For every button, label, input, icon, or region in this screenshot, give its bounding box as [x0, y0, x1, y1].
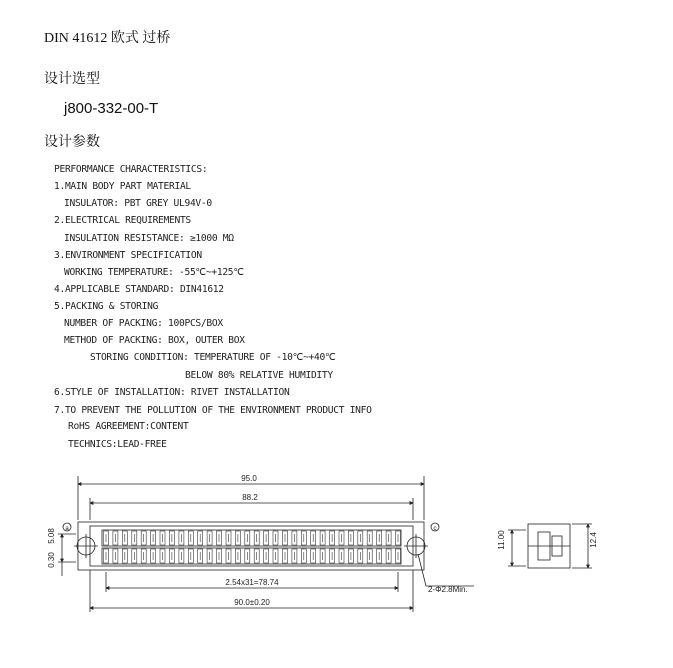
spec-line: 4.APPLICABLE STANDARD: DIN41612	[54, 284, 224, 295]
dim-pitch-label: 2.54x31=78.74	[225, 578, 279, 587]
spec-line: PERFORMANCE CHARACTERISTICS:	[54, 164, 208, 175]
part-number: j800-332-00-T	[64, 100, 159, 117]
dim-side-b-label: 12.4	[589, 532, 598, 548]
dim-height-b-label: 0.30	[47, 552, 56, 568]
dim-hole-label: 2-Φ2.8Min.	[428, 585, 468, 594]
spec-line: WORKING TEMPERATURE: -55℃~+125℃	[64, 267, 244, 278]
spec-line: 5.PACKING & STORING	[54, 301, 159, 312]
dim-height-a-label: 5.08	[47, 528, 56, 544]
spec-line: 6.STYLE OF INSTALLATION: RIVET INSTALLATION	[54, 387, 290, 398]
spec-line: METHOD OF PACKING: BOX, OUTER BOX	[64, 335, 245, 346]
spec-line: RoHS AGREEMENT:CONTENT	[68, 421, 189, 432]
dim-inner-label: 88.2	[242, 493, 258, 502]
spec-line: STORING CONDITION: TEMPERATURE OF -10℃~+40℃	[90, 352, 336, 363]
spec-line: BELOW 80% RELATIVE HUMIDITY	[185, 370, 333, 381]
spec-line: TECHNICS:LEAD-FREE	[68, 439, 167, 450]
spec-line: 1.MAIN BODY PART MATERIAL	[54, 181, 191, 192]
row-label-c: c	[433, 526, 437, 532]
pin-array	[104, 531, 401, 563]
spec-line: 7.TO PREVENT THE POLLUTION OF THE ENVIRONMENT PRODUCT INFO	[54, 405, 372, 416]
spec-line: INSULATION RESISTANCE: ≥1000 MΩ	[64, 233, 234, 244]
page-title: DIN 41612 欧式 过桥	[44, 31, 171, 46]
spec-line: 2.ELECTRICAL REQUIREMENTS	[54, 215, 191, 226]
spec-line: NUMBER OF PACKING: 100PCS/BOX	[64, 318, 223, 329]
dim-overall-label: 95.0	[241, 474, 257, 483]
spec-line: INSULATOR: PBT GREY UL94V-0	[64, 198, 212, 209]
row-label-a: a	[65, 526, 69, 532]
spec-line: 3.ENVIRONMENT SPECIFICATION	[54, 250, 202, 261]
section-heading-params: 设计参数	[44, 133, 100, 149]
dim-mount-label: 90.0±0.20	[234, 598, 270, 607]
section-heading-selection: 设计选型	[44, 70, 100, 86]
dim-side-a-label: 11.00	[497, 530, 506, 550]
